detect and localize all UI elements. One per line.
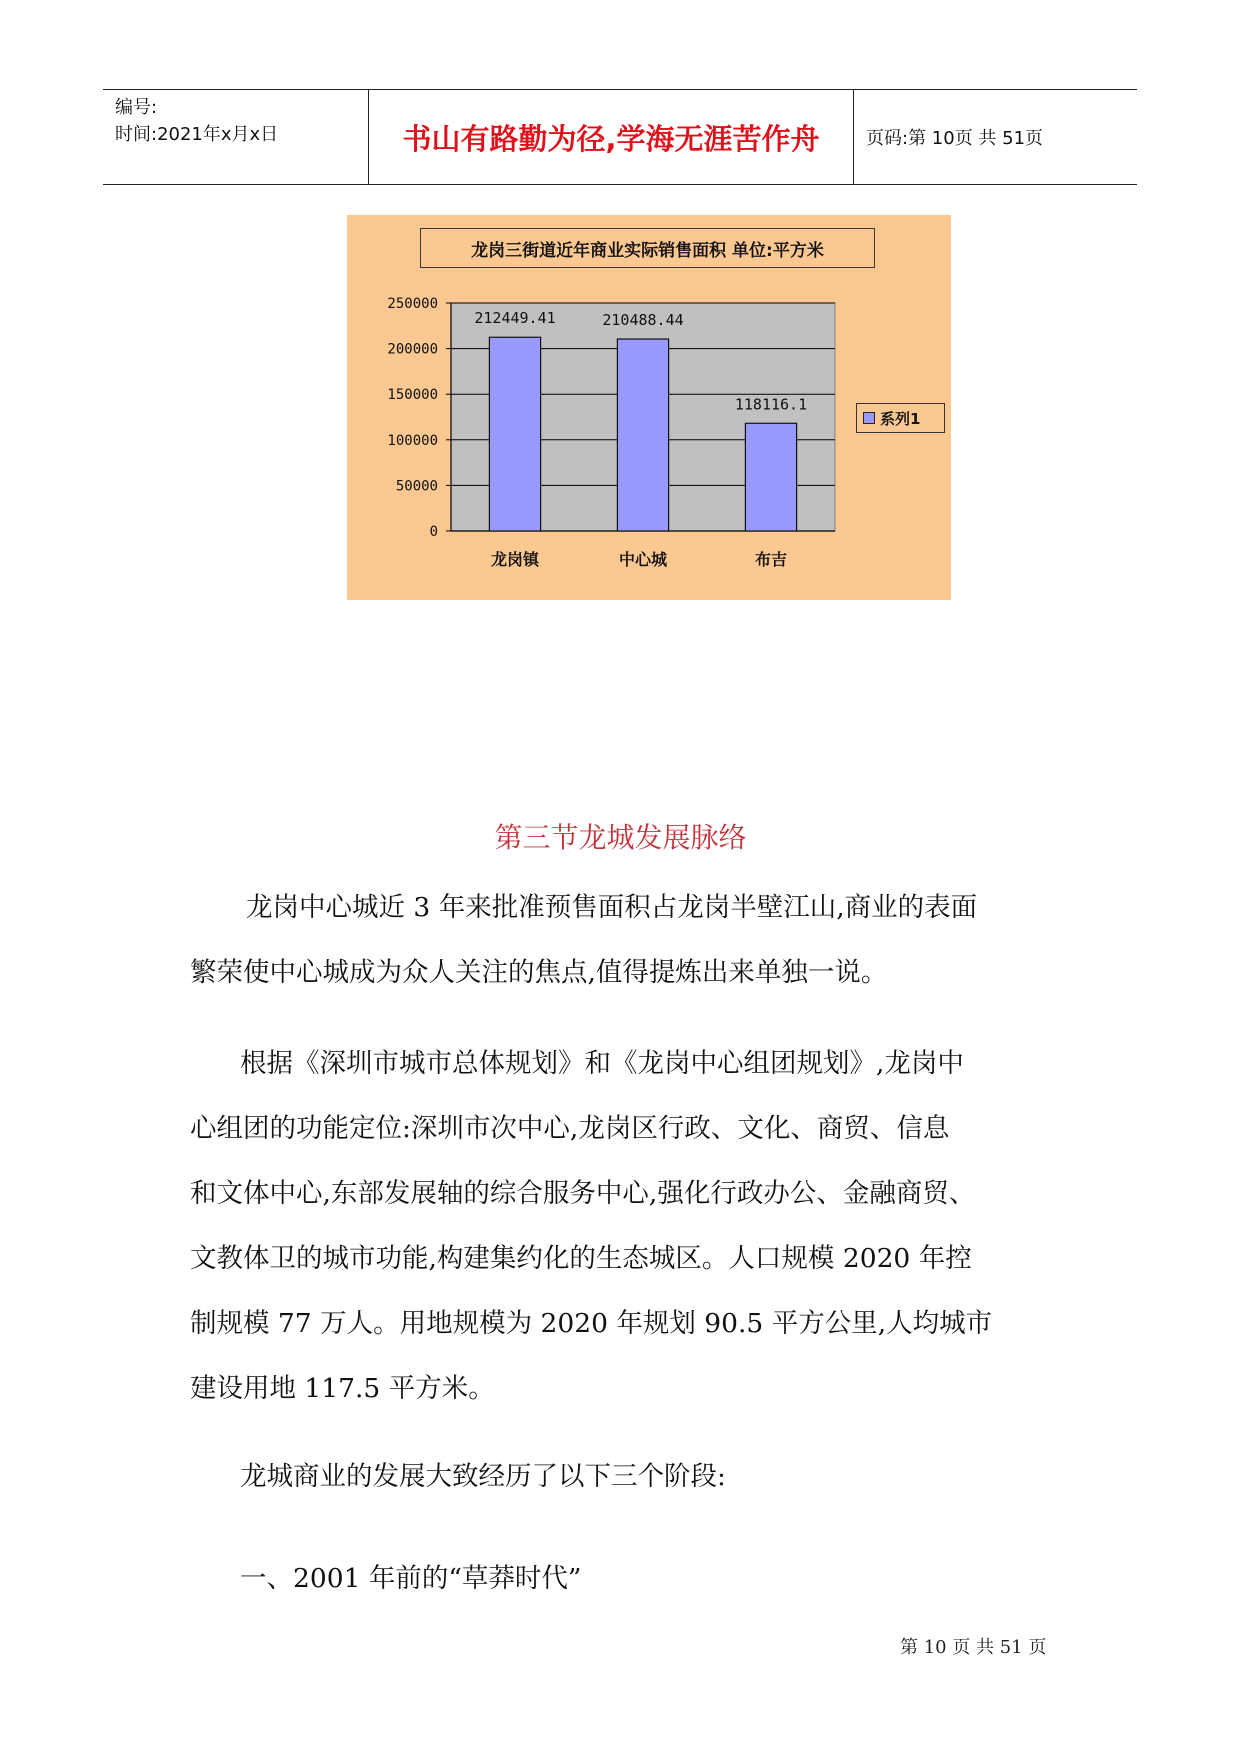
- data-label: 212449.41: [474, 309, 556, 328]
- legend-label: 系列1: [880, 409, 921, 428]
- paragraph-line: 繁荣使中心城成为众人关注的焦点,值得提炼出来单独一说。: [190, 957, 888, 988]
- section-title: 第三节龙城发展脉络: [494, 821, 747, 854]
- bar: [617, 339, 668, 531]
- legend-swatch: [863, 412, 875, 424]
- paragraph-1: [190, 875, 1060, 1005]
- y-tick-label: 250000: [387, 296, 438, 312]
- paragraph-4: 一、2001 年前的“草莽时代”: [240, 1563, 582, 1594]
- paragraph-line: 心组团的功能定位:深圳市次中心,龙岗区行政、文化、商贸、信息: [190, 1113, 950, 1144]
- number-label: 编号:: [115, 97, 158, 118]
- bar: [745, 423, 796, 531]
- bar-chart: [347, 215, 951, 600]
- chart-title: 龙岗三街道近年商业实际销售面积 单位:平方米: [420, 228, 875, 268]
- x-tick-label: 龙岗镇: [490, 550, 540, 569]
- page-footer: 第 10 页 共 51 页: [900, 1637, 1047, 1658]
- header-info-cell: [103, 90, 369, 184]
- x-tick-label: 布吉: [754, 550, 788, 569]
- time-label: 时间:2021年x月x日: [115, 124, 279, 145]
- paragraph-line: 根据《深圳市城市总体规划》和《龙岗中心组团规划》,龙岗中: [240, 1048, 964, 1079]
- page-header: [103, 89, 1137, 185]
- paragraph-line: 文教体卫的城市功能,构建集约化的生态城区。人口规模 2020 年控: [190, 1243, 972, 1274]
- y-tick-label: 0: [429, 524, 438, 540]
- y-tick-label: 200000: [387, 341, 438, 358]
- data-label: 118116.1: [734, 395, 808, 414]
- x-tick-label: 中心城: [618, 550, 668, 569]
- chart-legend: [856, 403, 945, 433]
- bar: [489, 337, 540, 531]
- y-tick-label: 100000: [387, 432, 438, 449]
- data-label: 210488.44: [602, 311, 684, 330]
- header-page-label: 页码:第 10页 共 51页: [866, 128, 1044, 149]
- y-tick-label: 50000: [395, 478, 438, 495]
- paragraph-line: 龙岗中心城近 3 年来批准预售面积占龙岗半壁江山,商业的表面: [246, 892, 978, 923]
- paragraph-3: 龙城商业的发展大致经历了以下三个阶段:: [240, 1461, 726, 1492]
- paragraph-line: 制规模 77 万人。用地规模为 2020 年规划 90.5 平方公里,人均城市: [190, 1308, 993, 1339]
- y-tick-label: 150000: [387, 387, 438, 404]
- header-motto: 书山有路勤为径,学海无涯苦作舟: [369, 90, 854, 184]
- paragraph-2: [190, 1031, 1060, 1421]
- paragraph-line: 和文体中心,东部发展轴的综合服务中心,强化行政办公、金融商贸、: [190, 1178, 976, 1209]
- paragraph-line: 建设用地 117.5 平方米。: [190, 1373, 495, 1404]
